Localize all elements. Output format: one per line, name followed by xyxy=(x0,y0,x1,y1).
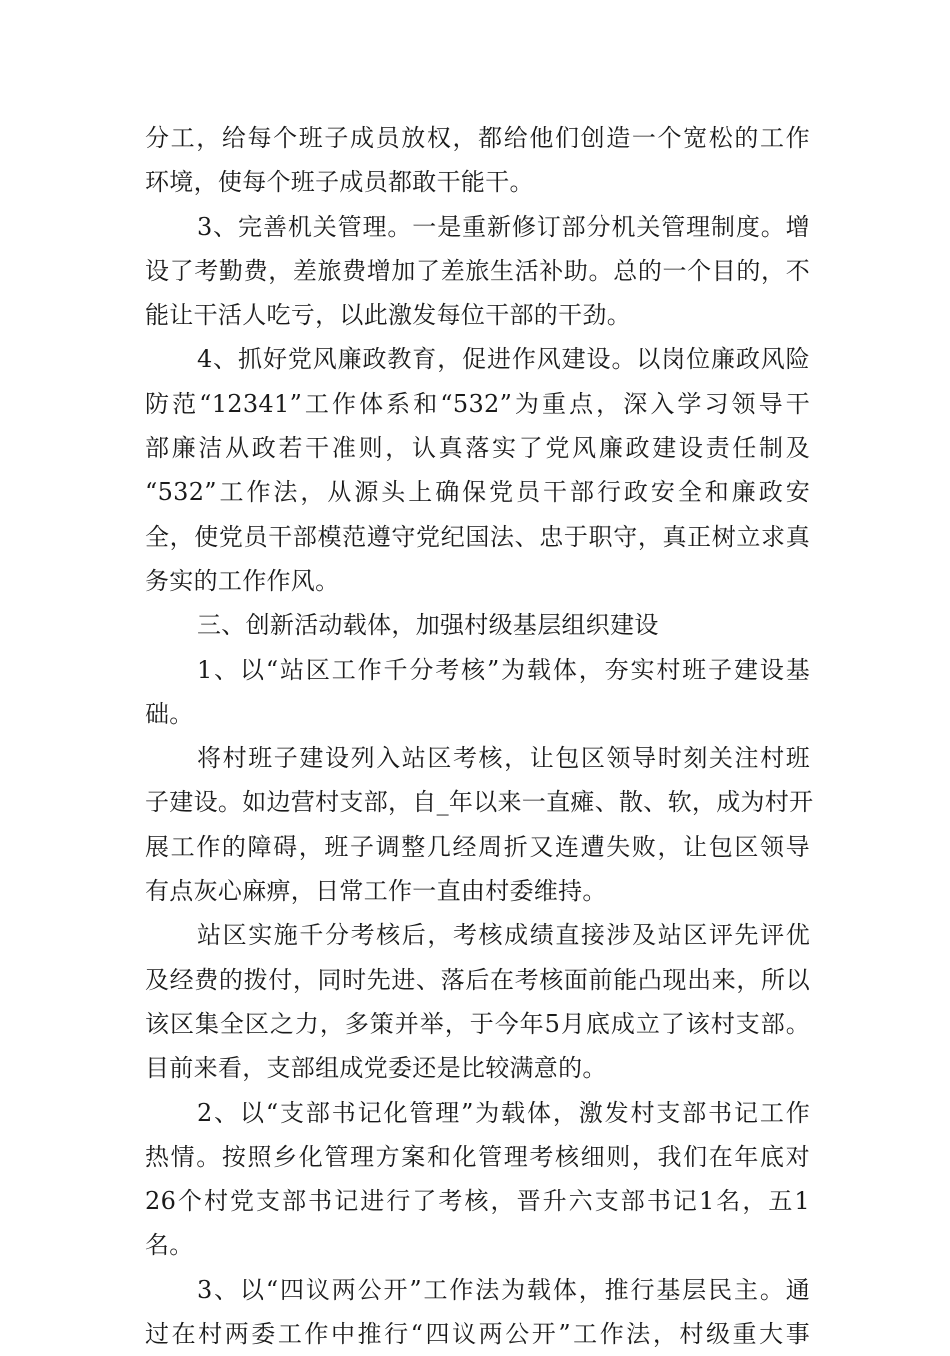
text-line: 子建设。如边营村支部，自_年以来一直瘫、散、软，成为村开 xyxy=(145,788,814,817)
text-line: 设了考勤费，差旅费增加了差旅生活补助。总的一个目的，不 xyxy=(145,256,810,285)
text-line: 站区实施千分考核后，考核成绩直接涉及站区评先评优 xyxy=(197,921,810,950)
text-line: 将村班子建设列入站区考核，让包区领导时刻关注村班 xyxy=(197,744,810,773)
text-line: 及经费的拨付，同时先进、落后在考核面前能凸现出来，所以 xyxy=(145,965,810,994)
text-line: 能让干活人吃亏，以此激发每位干部的干劲。 xyxy=(145,301,631,330)
text-line: 热情。按照乡化管理方案和化管理考核细则，我们在年底对 xyxy=(145,1142,810,1171)
text-line: 2、以“支部书记化管理”为载体，激发村支部书记工作 xyxy=(197,1098,810,1127)
text-line: 4、抓好党风廉政教育，促进作风建设。以岗位廉政风险 xyxy=(197,345,810,374)
text-line: 名。 xyxy=(145,1231,194,1260)
text-line: 部廉洁从政若干准则，认真落实了党风廉政建设责任制及 xyxy=(145,434,810,463)
text-line: 展工作的障碍，班子调整几经周折又连遭失败，让包区领导 xyxy=(145,832,810,861)
text-line: 1、以“站区工作千分考核”为载体，夯实村班子建设基 xyxy=(197,655,810,684)
text-line: 26个村党支部书记进行了考核，晋升六支部书记1名，五1 xyxy=(145,1187,810,1216)
text-line: 全，使党员干部模范遵守党纪国法、忠于职守，真正树立求真 xyxy=(145,522,810,551)
text-line: 环境，使每个班子成员都敢干能干。 xyxy=(145,168,534,197)
text-line: 础。 xyxy=(145,699,194,728)
text-line: 三、创新活动载体，加强村级基层组织建设 xyxy=(197,611,659,640)
text-line: 该区集全区之力，多策并举，于今年5月底成立了该村支部。 xyxy=(145,1009,810,1038)
text-line: 过在村两委工作中推行“四议两公开”工作法，村级重大事 xyxy=(145,1320,810,1349)
text-line: “532”工作法，从源头上确保党员干部行政安全和廉政安 xyxy=(145,478,810,507)
text-line: 3、以“四议两公开”工作法为载体，推行基层民主。通 xyxy=(197,1275,810,1304)
text-line: 防范“12341”工作体系和“532”为重点，深入学习领导干 xyxy=(145,389,810,418)
text-line: 目前来看，支部组成党委还是比较满意的。 xyxy=(145,1054,607,1083)
text-line: 有点灰心麻痹，日常工作一直由村委维持。 xyxy=(145,877,607,906)
document-body xyxy=(145,116,814,1356)
text-line: 3、完善机关管理。一是重新修订部分机关管理制度。增 xyxy=(197,212,810,241)
text-line: 分工，给每个班子成员放权，都给他们创造一个宽松的工作 xyxy=(145,124,810,152)
text-line: 务实的工作作风。 xyxy=(145,566,340,595)
